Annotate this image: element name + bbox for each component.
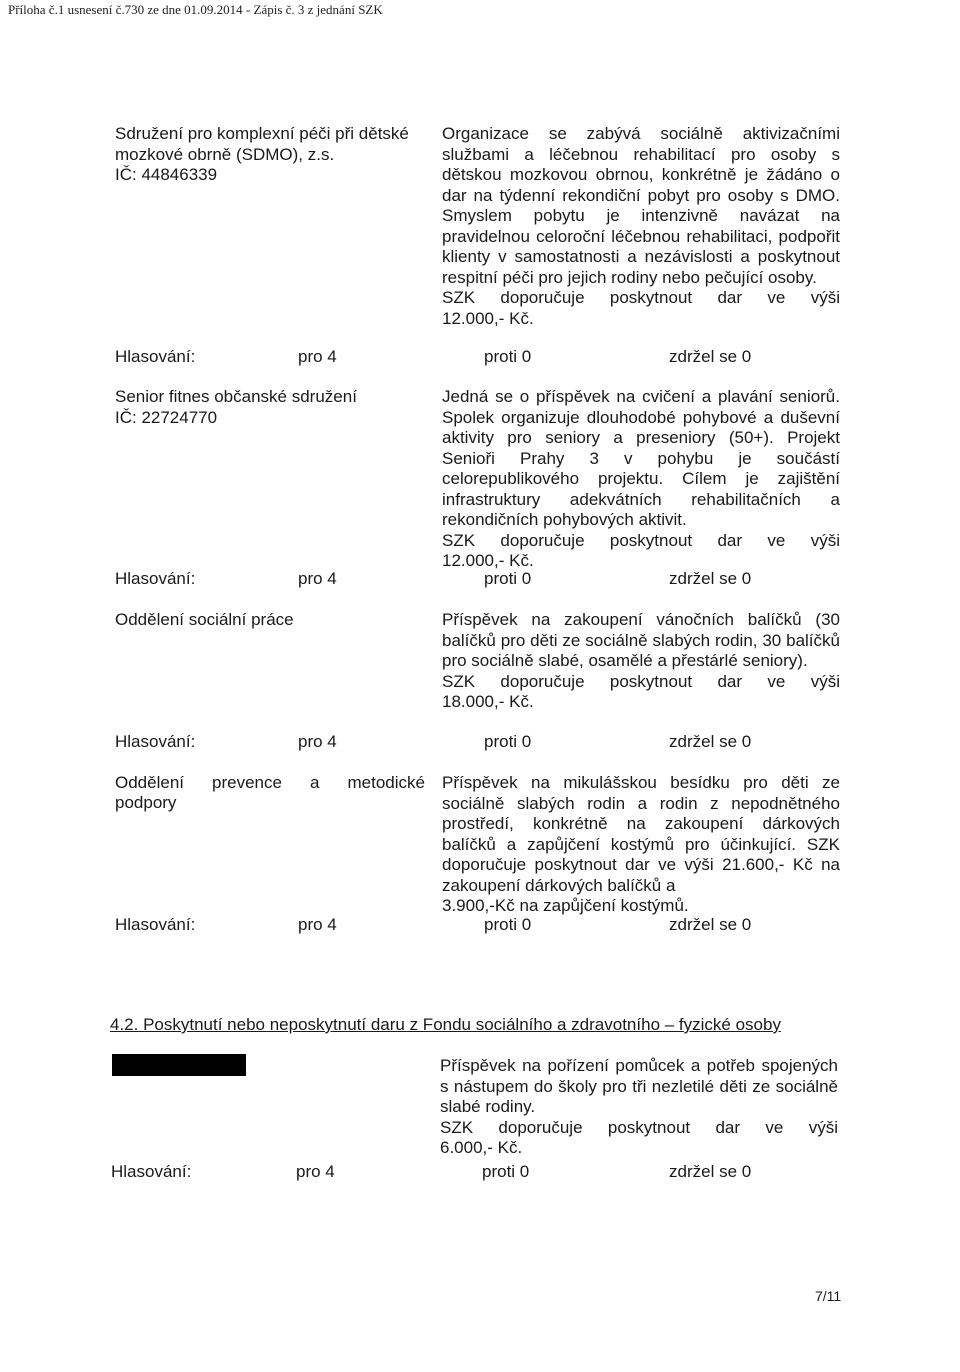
org-line: mozkové obrně (SDMO), z.s.: [115, 144, 335, 164]
vote-pro: pro 4: [298, 569, 337, 588]
amount: 6.000,- Kč.: [440, 1138, 523, 1157]
org-name: [115, 387, 425, 428]
szk-recommendation: SZK doporučuje poskytnout dar ve výši: [442, 288, 840, 307]
entry-description: [442, 610, 840, 713]
amount: 12.000,- Kč.: [442, 308, 534, 328]
org-line: Oddělení prevence a metodické: [115, 773, 425, 792]
amount: 18.000,- Kč.: [442, 692, 534, 711]
vote-label: Hlasování:: [115, 732, 196, 751]
org-line: Sdružení pro komplexní péči při dětské: [115, 124, 409, 143]
section-title: 4.2. Poskytnutí nebo neposkytnutí daru z Fondu sociálního a zdravotního – fyzické osoby: [110, 1015, 781, 1034]
vote-zdrzel: zdržel se 0: [669, 1162, 752, 1181]
vote-pro: pro 4: [298, 347, 337, 366]
description-text: Organizace se zabývá sociálně aktivizačními službami a léčebnou rehabilitací pro osoby s dětskou mozkovou obrnou, konkrétně je žádáno o dar na týdenní rekondiční pobyt pro osoby s DMO. Smyslem pobytu je intenzivně navázat na pravidelnou celoroční léčebnou rehabilitaci, podpořit klienty v samostatnosti a nezávislosti a poskytnout respitní péči pro jejich rodiny nebo pečující osoby.: [442, 124, 840, 287]
vote-zdrzel: zdržel se 0: [669, 732, 752, 751]
vote-pro: pro 4: [298, 915, 337, 934]
org-name-cont: [115, 793, 425, 814]
amount: 3.900,-Kč na zapůjčení kostýmů.: [442, 896, 689, 915]
document-header: Příloha č.1 usnesení č.730 ze dne 01.09.2014 - Zápis č. 3 z jednání SZK: [8, 2, 383, 17]
description-text: Jedná se o příspěvek na cvičení a plavání seniorů. Spolek organizuje dlouhodobé pohybové a duševní aktivity pro seniory a preseniory (50+). Projekt Senioři Prahy 3 v pohybu je součástí celorepublikového projektu. Cílem je zajištění infrastruktury adekvátních rehabilitačních a rekondičních pohybových aktivit.: [442, 387, 840, 529]
org-name: [115, 610, 425, 631]
vote-zdrzel: zdržel se 0: [669, 915, 752, 934]
org-line: IČ: 22724770: [115, 407, 218, 427]
org-line: podpory: [115, 793, 177, 812]
org-line: Senior fitnes občanské sdružení: [115, 387, 357, 406]
szk-recommendation: SZK doporučuje poskytnout dar ve výši: [442, 530, 840, 550]
szk-recommendation: SZK doporučuje poskytnout dar ve výši: [442, 671, 840, 691]
org-name: [115, 773, 425, 794]
vote-label: Hlasování:: [111, 1162, 192, 1181]
vote-pro: pro 4: [298, 732, 337, 751]
vote-pro: pro 4: [296, 1162, 335, 1181]
vote-proti: proti 0: [484, 569, 532, 588]
org-line: IČ: 44846339: [115, 165, 218, 184]
vote-proti: proti 0: [484, 732, 532, 751]
entry-description: [442, 387, 840, 572]
description-text: Příspěvek na zakoupení vánočních balíčků (30 balíčků pro děti ze sociálně slabých rodin, 30 balíčků pro sociálně slabé, osamělé a přestárlé seniory).: [442, 610, 840, 670]
vote-zdrzel: zdržel se 0: [669, 347, 752, 366]
vote-label: Hlasování:: [115, 569, 196, 588]
org-name: [115, 124, 425, 186]
redaction-bar: [112, 1054, 246, 1076]
amount: 12.000,- Kč.: [442, 551, 534, 570]
vote-proti: proti 0: [482, 1162, 530, 1181]
vote-zdrzel: zdržel se 0: [669, 569, 752, 588]
vote-proti: proti 0: [484, 915, 532, 934]
page-number: 7/11: [815, 1288, 842, 1304]
entry-description: [442, 773, 840, 917]
org-line: Oddělení sociální práce: [115, 610, 294, 629]
vote-label: Hlasování:: [115, 915, 196, 934]
entry-description: [440, 1056, 838, 1159]
description-text: Příspěvek na pořízení pomůcek a potřeb spojených s nástupem do školy pro tři nezletilé děti ze sociálně slabé rodiny.: [440, 1056, 838, 1116]
entry-description: [442, 124, 840, 329]
szk-recommendation: SZK doporučuje poskytnout dar ve výši: [440, 1117, 838, 1137]
vote-label: Hlasování:: [115, 347, 196, 366]
description-text: Příspěvek na mikulášskou besídku pro děti ze sociálně slabých rodin a rodin z nepodnětného prostředí, konkrétně na zakoupení dárkových balíčků a zapůjčení kostýmů pro účinkující. SZK doporučuje poskytnout dar ve výši 21.600,- Kč na zakoupení dárkových balíčků a: [442, 773, 840, 895]
vote-proti: proti 0: [484, 347, 532, 366]
